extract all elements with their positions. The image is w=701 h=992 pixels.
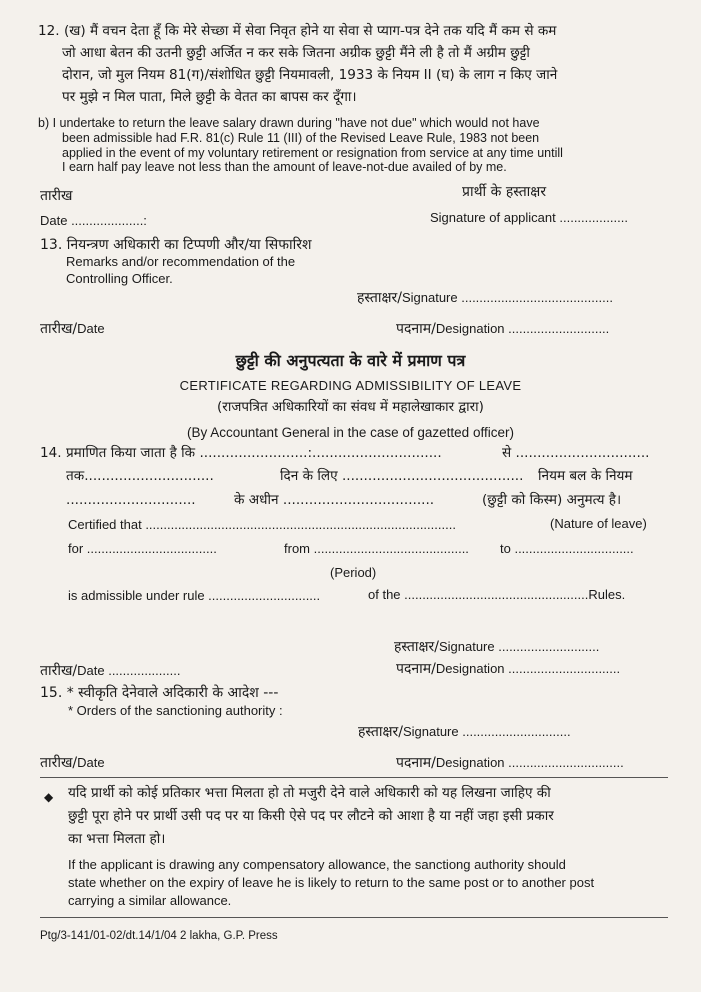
item15-date-hindi: तारीख/ (40, 755, 78, 771)
item12-hindi-line2: जो आधा बेतन की उतनी छुट्टी अर्जित न कर सके जितना अग्रीक छुट्टी मैंने ली है तो मैं अग्रीम छुट्टी (62, 45, 530, 61)
item15-designation-field[interactable]: Designation ................................ (435, 755, 624, 770)
certificate-subtitle-hindi: (राजपत्रित अधिकारियों का संवध में महालेखाकार द्वारा) (217, 399, 484, 415)
item13-signature-hindi: हस्ताक्षर/ (357, 290, 402, 306)
item15-signature-hindi: हस्ताक्षर/ (358, 724, 403, 740)
item15-en: * Orders of the sanctioning authority : (68, 703, 283, 718)
item15-designation-hindi: पदनाम/ (396, 755, 436, 771)
note-en-line3: carrying a similar allowance. (68, 893, 232, 908)
item12-en-line2: been admissible had F.R. 81(c) Rule 11 (III) of the Revised Leave Rule, 1983 not been (62, 131, 540, 145)
item14-period-label: (Period) (330, 565, 377, 580)
item13-date-hindi: तारीख/ (40, 321, 78, 337)
item14-designation-row[interactable] (396, 660, 620, 678)
divider-bottom (40, 917, 668, 918)
item12-en-line3: applied in the event of my voluntary retirement or resignation from service at any time untill (62, 146, 563, 160)
divider-top (40, 777, 668, 778)
item13-signature-field[interactable]: Signature .......................................... (401, 290, 613, 305)
item14-hindi-line3-b[interactable]: के अधीन ................................... (234, 492, 435, 508)
item14-signature-row[interactable] (394, 638, 599, 656)
item12-en-line4: I earn half pay leave not less than the amount of leave-not-due availed of by me. (62, 160, 507, 174)
item13-signature-row[interactable] (357, 289, 613, 307)
note-en-line2: state whether on the expiry of leave he is likely to return to the same post or to another post (68, 875, 595, 890)
item14-date-field[interactable]: Date .................... (77, 663, 181, 678)
item14-hindi-line2-c: नियम बल के नियम (538, 468, 633, 484)
item14-hindi-line2-b[interactable]: दिन के लिए .......................................... (280, 468, 524, 484)
item13-date-label: Date (77, 321, 105, 336)
footer-imprint: Ptg/3-141/01-02/dt.14/1/04 2 lakha, G.P. Press (40, 930, 278, 942)
diamond-bullet-icon: ◆ (44, 790, 54, 804)
item12-hindi-line1: 12. (ख) मैं वचन देता हूँ कि मेरे सेच्छा में सेवा निवृत होने या सेवा से प्याग-पत्र देने तक यदि मैं कम से कम (38, 23, 557, 39)
note-en-line1: If the applicant is drawing any compensatory allowance, the sanctiong authority should (68, 857, 566, 872)
item14-to-field[interactable]: to ................................. (500, 541, 634, 556)
item15-designation-row[interactable] (396, 754, 624, 772)
certificate-title-en: CERTIFICATE REGARDING ADMISSIBILITY OF LEAVE (179, 378, 522, 393)
item14-hindi-line3-a[interactable]: .............................. (66, 492, 196, 508)
item14-rules-field[interactable]: of the ...................................................Rules. (368, 587, 626, 602)
item15-hindi: 15. * स्वीकृति देनेवाले अदिकारी के आदेश --- (40, 685, 279, 701)
item14-certified-field[interactable]: Certified that ...................................................................................... (68, 517, 456, 532)
item14-hindi-line2-a[interactable]: तक.............................. (66, 468, 214, 484)
applicant-signature-field[interactable]: Signature of applicant ................... (430, 210, 628, 225)
item15-signature-row[interactable] (358, 723, 571, 741)
item14-rule-field[interactable]: is admissible under rule ............................... (68, 588, 321, 603)
item14-date-hindi: तारीख/ (40, 663, 78, 679)
item14-from-field[interactable]: from ........................................... (284, 541, 469, 556)
certificate-subtitle-en: (By Accountant General in the case of gazetted officer) (187, 425, 514, 440)
item13-designation-field[interactable]: Designation ............................ (435, 321, 610, 336)
applicant-date-field[interactable]: Date ....................: (40, 213, 147, 228)
item12-hindi-line4: पर मुझे न मिल पाता, मिले छुट्टी के वेतत का बापस कर दूँगा। (62, 89, 357, 105)
item13-date-row (40, 320, 105, 338)
certificate-title-hindi: छुट्टी की अनुपत्यता के वारे में प्रमाण पत्र (235, 351, 466, 370)
applicant-signature-hindi: प्रार्थी के हस्ताक्षर (462, 184, 547, 200)
item14-designation-hindi: पदनाम/ (396, 661, 436, 677)
item14-hindi-line1-a[interactable]: 14. प्रमाणित किया जाता है कि .........................:.............................. (40, 445, 442, 461)
item12-hindi-line3: दोरान, जो मुल नियम 81(ग)/संशोधित छुट्टी नियमावली, 1933 के नियम II (घ) के लाग न किए जाने (62, 67, 558, 83)
item14-hindi-line1-b[interactable]: से ............................... (502, 445, 650, 461)
item14-signature-hindi: हस्ताक्षर/ (394, 639, 439, 655)
applicant-date-hindi: तारीख (40, 188, 73, 204)
note-hindi-line2: छुट्टी पूरा होने पर प्रार्थी उसी पद पर या किसी ऐसे पद पर लौटने को आशा है या नहीं जहा इसी प्रकार (68, 808, 554, 824)
item12-en-line1: b) I undertake to return the leave salary drawn during "have not due" which would not have (38, 116, 540, 130)
note-hindi-line3: का भत्ता मिलता हो। (68, 831, 166, 847)
item13-en-line2: Controlling Officer. (66, 271, 173, 286)
item14-nature-label: (Nature of leave) (550, 516, 647, 531)
item14-hindi-line3-c: (छुट्टी को किस्म) अनुमत्य है। (482, 492, 622, 508)
item13-designation-row[interactable] (396, 320, 609, 338)
item14-for-field[interactable]: for .................................... (68, 541, 217, 556)
note-hindi-line1: यदि प्रार्थी को कोई प्रतिकार भत्ता मिलता हो तो मजुरी देने वाले अधिकारी को यह लिखना जाहिए की (68, 785, 551, 801)
item14-signature-field[interactable]: Signature ............................ (438, 639, 600, 654)
item13-designation-hindi: पदनाम/ (396, 321, 436, 337)
item14-designation-field[interactable]: Designation ............................... (435, 661, 621, 676)
item15-signature-field[interactable]: Signature .............................. (402, 724, 571, 739)
item14-date-row[interactable] (40, 662, 180, 680)
item15-date-row (40, 754, 105, 772)
item15-date-label: Date (77, 755, 105, 770)
item13-hindi: 13. नियन्त्रण अधिकारी का टिप्पणी और/या सिफारिश (40, 237, 312, 253)
item13-en-line1: Remarks and/or recommendation of the (66, 254, 296, 269)
